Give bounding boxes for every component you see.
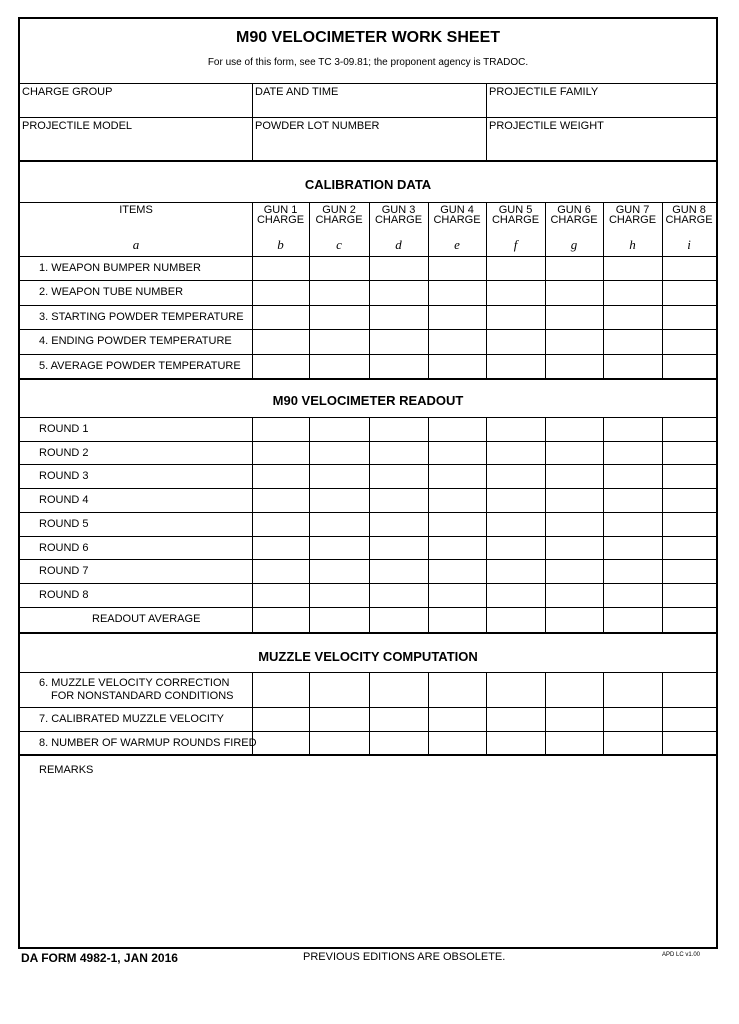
projectile-model-field[interactable] [22, 137, 250, 155]
calibration-row-gun-4-cell[interactable] [429, 282, 485, 302]
readout-average-label: READOUT AVERAGE [92, 613, 201, 625]
charge-group-field[interactable] [22, 99, 250, 117]
readout-row-gun-3-cell[interactable] [370, 538, 427, 558]
form-title: M90 VELOCIMETER WORK SHEET [235, 29, 501, 46]
readout-row-gun-1-cell[interactable] [253, 490, 308, 510]
calibration-row-gun-1-cell[interactable] [253, 258, 308, 278]
readout-row-label: ROUND 7 [39, 565, 89, 578]
calibration-row-gun-6-cell[interactable] [546, 331, 602, 351]
calibration-row-gun-2-cell[interactable] [310, 331, 368, 351]
calibration-data-title: CALIBRATION DATA [304, 177, 432, 192]
divider [20, 256, 716, 257]
readout-row-gun-5-cell[interactable] [487, 419, 544, 439]
calibration-row-gun-7-cell[interactable] [604, 331, 661, 351]
gun-4-header-line2: CHARGE [433, 214, 481, 226]
readout-row-gun-4-cell[interactable] [429, 561, 485, 581]
divider [20, 117, 716, 118]
row-8-gun-5-cell[interactable] [487, 733, 544, 752]
calibration-row-gun-5-cell[interactable] [487, 356, 544, 376]
readout-row-gun-7-cell[interactable] [604, 466, 661, 486]
gun-8-header-line2: CHARGE [665, 214, 713, 226]
readout-row-gun-2-cell[interactable] [310, 538, 368, 558]
calibration-row-gun-6-cell[interactable] [546, 356, 602, 376]
gun-3-header-line1: GUN 3 [381, 204, 416, 216]
row-7-gun-6-cell[interactable] [546, 709, 602, 729]
readout-row-gun-6-cell[interactable] [546, 490, 602, 510]
divider [252, 83, 253, 161]
gun-5-header-line2: CHARGE [491, 214, 540, 226]
calibration-row-label: 4. ENDING POWDER TEMPERATURE [39, 335, 232, 348]
gun-8-column-letter: i [687, 237, 691, 252]
calibration-row-gun-4-cell[interactable] [429, 331, 485, 351]
readout-average-gun-1-cell[interactable] [253, 609, 308, 629]
divider [20, 559, 716, 560]
calibration-row-label: 2. WEAPON TUBE NUMBER [39, 286, 184, 299]
readout-row-gun-5-cell[interactable] [487, 443, 544, 463]
version-label: APD LC v1.00 [662, 952, 701, 958]
gun-3-column-letter: d [395, 237, 402, 252]
row-7-gun-1-cell[interactable] [253, 709, 308, 729]
row-6-gun-6-cell[interactable] [546, 674, 602, 705]
readout-row-gun-8-cell[interactable] [663, 585, 715, 605]
gun-6-header-line1: GUN 6 [557, 204, 591, 216]
calibration-row-gun-7-cell[interactable] [604, 258, 661, 278]
readout-average-gun-2-cell[interactable] [310, 609, 368, 629]
readout-row-gun-7-cell[interactable] [604, 561, 661, 581]
projectile-family-label: PROJECTILE FAMILY [489, 86, 599, 98]
readout-row-gun-4-cell[interactable] [429, 466, 485, 486]
divider [20, 512, 716, 513]
readout-row-gun-3-cell[interactable] [370, 419, 427, 439]
row-6-gun-4-cell[interactable] [429, 674, 485, 705]
remarks-label: REMARKS [39, 764, 94, 776]
readout-row-gun-5-cell[interactable] [487, 490, 544, 510]
calibration-row-gun-6-cell[interactable] [546, 307, 602, 327]
readout-row-gun-2-cell[interactable] [310, 490, 368, 510]
powder-lot-label: POWDER LOT NUMBER [255, 120, 380, 132]
readout-row-label: ROUND 3 [39, 470, 89, 483]
readout-average-gun-5-cell[interactable] [487, 609, 544, 629]
gun-7-column-letter: h [629, 237, 636, 252]
row-8-gun-2-cell[interactable] [310, 733, 368, 752]
divider [20, 464, 716, 465]
items-letter: a [132, 237, 140, 252]
readout-row-gun-7-cell[interactable] [604, 538, 661, 558]
readout-row-gun-2-cell[interactable] [310, 514, 368, 534]
readout-row-gun-1-cell[interactable] [253, 538, 308, 558]
readout-row-gun-2-cell[interactable] [310, 466, 368, 486]
calibration-row-label: 1. WEAPON BUMPER NUMBER [39, 262, 201, 274]
calibration-row-gun-1-cell[interactable] [253, 307, 308, 327]
divider [20, 280, 716, 281]
calibration-row-gun-3-cell[interactable] [370, 258, 427, 278]
calibration-row-gun-2-cell[interactable] [310, 356, 368, 376]
divider [20, 607, 716, 608]
projectile-family-field[interactable] [489, 99, 713, 117]
readout-row-gun-7-cell[interactable] [604, 419, 661, 439]
readout-row-gun-5-cell[interactable] [487, 538, 544, 558]
readout-row-gun-6-cell[interactable] [546, 561, 602, 581]
projectile-weight-field[interactable] [489, 137, 713, 155]
row-7-gun-3-cell[interactable] [370, 709, 427, 729]
calibration-row-gun-3-cell[interactable] [370, 307, 427, 327]
row-7-gun-4-cell[interactable] [429, 709, 485, 729]
divider [20, 83, 716, 84]
readout-row-gun-1-cell[interactable] [253, 466, 308, 486]
readout-row-gun-6-cell[interactable] [546, 514, 602, 534]
readout-row-label: ROUND 2 [39, 446, 89, 459]
section-divider [20, 160, 716, 162]
row-6-label-line1: 6. MUZZLE VELOCITY CORRECTION [39, 677, 230, 689]
readout-average-gun-8-cell[interactable] [663, 609, 715, 629]
readout-row-gun-6-cell[interactable] [546, 419, 602, 439]
readout-row-gun-3-cell[interactable] [370, 561, 427, 581]
readout-row-label: ROUND 8 [39, 588, 89, 601]
divider [20, 202, 716, 203]
gun-7-header-line1: GUN 7 [615, 204, 650, 216]
readout-row-gun-1-cell[interactable] [253, 514, 308, 534]
calibration-row-gun-5-cell[interactable] [487, 258, 544, 278]
row-8-gun-1-cell[interactable] [253, 733, 308, 752]
readout-row-gun-1-cell[interactable] [253, 585, 308, 605]
readout-row-gun-3-cell[interactable] [370, 443, 427, 463]
row-8-gun-3-cell[interactable] [370, 733, 427, 752]
gun-8-header-line1: GUN 8 [672, 204, 706, 216]
row-6-label-line2: FOR NONSTANDARD CONDITIONS [51, 690, 234, 702]
calibration-row-gun-1-cell[interactable] [253, 282, 308, 302]
divider [20, 583, 716, 584]
gun-1-header-line2: CHARGE [256, 214, 305, 226]
calibration-row-gun-5-cell[interactable] [487, 331, 544, 351]
powder-lot-field[interactable] [255, 137, 483, 155]
readout-row-gun-5-cell[interactable] [487, 466, 544, 486]
divider [20, 536, 716, 537]
readout-row-gun-4-cell[interactable] [429, 538, 485, 558]
divider [20, 329, 716, 330]
row-6-gun-2-cell[interactable] [310, 674, 368, 705]
calibration-row-gun-5-cell[interactable] [487, 307, 544, 327]
gun-4-column-letter: e [454, 237, 460, 252]
calibration-row-gun-4-cell[interactable] [429, 258, 485, 278]
row-6-gun-8-cell[interactable] [663, 674, 715, 705]
row-7-gun-5-cell[interactable] [487, 709, 544, 729]
divider [20, 305, 716, 306]
readout-row-gun-2-cell[interactable] [310, 561, 368, 581]
readout-average-gun-3-cell[interactable] [370, 609, 427, 629]
divider [20, 707, 716, 708]
readout-row-gun-6-cell[interactable] [546, 585, 602, 605]
readout-row-gun-7-cell[interactable] [604, 443, 661, 463]
gun-6-column-letter: g [570, 237, 578, 252]
calibration-row-gun-5-cell[interactable] [487, 282, 544, 302]
calibration-row-gun-2-cell[interactable] [310, 258, 368, 278]
readout-row-gun-6-cell[interactable] [546, 538, 602, 558]
remarks-field[interactable] [22, 767, 716, 949]
readout-row-gun-3-cell[interactable] [370, 466, 427, 486]
row-8-gun-4-cell[interactable] [429, 733, 485, 752]
readout-row-gun-5-cell[interactable] [487, 585, 544, 605]
readout-row-gun-1-cell[interactable] [253, 443, 308, 463]
readout-row-gun-8-cell[interactable] [663, 419, 715, 439]
calibration-row-gun-4-cell[interactable] [429, 356, 485, 376]
readout-row-label: ROUND 1 [39, 423, 89, 435]
divider [486, 83, 487, 161]
form-number: DA FORM 4982-1, JAN 2016 [21, 951, 178, 965]
gun-1-header-line1: GUN 1 [263, 204, 298, 216]
row-7-label: 7. CALIBRATED MUZZLE VELOCITY [39, 713, 225, 725]
calibration-row-gun-3-cell[interactable] [370, 282, 427, 302]
divider [20, 672, 716, 673]
calibration-row-gun-7-cell[interactable] [604, 282, 661, 302]
divider [20, 754, 716, 756]
gun-1-column-letter: b [277, 237, 284, 252]
divider [20, 488, 716, 489]
obsolete-notice: PREVIOUS EDITIONS ARE OBSOLETE. [303, 951, 506, 963]
readout-row-gun-6-cell[interactable] [546, 443, 602, 463]
calibration-row-gun-7-cell[interactable] [604, 356, 661, 376]
row-6-gun-5-cell[interactable] [487, 674, 544, 705]
readout-row-gun-8-cell[interactable] [663, 538, 715, 558]
gun-6-header-line2: CHARGE [550, 214, 598, 226]
gun-4-header-line1: GUN 4 [440, 204, 474, 216]
row-7-gun-2-cell[interactable] [310, 709, 368, 729]
projectile-weight-label: PROJECTILE WEIGHT [489, 120, 604, 132]
calibration-row-gun-8-cell[interactable] [663, 282, 715, 302]
readout-average-gun-6-cell[interactable] [546, 609, 602, 629]
row-8-label: 8. NUMBER OF WARMUP ROUNDS FIRED [39, 737, 257, 749]
gun-3-header-line2: CHARGE [374, 214, 423, 226]
readout-row-gun-2-cell[interactable] [310, 585, 368, 605]
worksheet-form [18, 17, 718, 949]
muzzle-velocity-title: MUZZLE VELOCITY COMPUTATION [258, 649, 478, 664]
gun-7-header-line2: CHARGE [608, 214, 657, 226]
readout-row-gun-4-cell[interactable] [429, 419, 485, 439]
readout-row-gun-4-cell[interactable] [429, 443, 485, 463]
readout-row-gun-7-cell[interactable] [604, 585, 661, 605]
divider [20, 417, 716, 418]
calibration-row-gun-8-cell[interactable] [663, 331, 715, 351]
calibration-row-gun-7-cell[interactable] [604, 307, 661, 327]
readout-row-gun-5-cell[interactable] [487, 514, 544, 534]
readout-row-label: ROUND 4 [39, 494, 89, 507]
readout-row-gun-8-cell[interactable] [663, 514, 715, 534]
calibration-row-gun-3-cell[interactable] [370, 356, 427, 376]
divider [20, 632, 716, 634]
calibration-row-gun-1-cell[interactable] [253, 356, 308, 376]
row-6-gun-3-cell[interactable] [370, 674, 427, 705]
readout-row-gun-3-cell[interactable] [370, 490, 427, 510]
readout-row-gun-3-cell[interactable] [370, 514, 427, 534]
calibration-row-gun-4-cell[interactable] [429, 307, 485, 327]
readout-row-gun-5-cell[interactable] [487, 561, 544, 581]
readout-row-gun-8-cell[interactable] [663, 443, 715, 463]
readout-average-gun-7-cell[interactable] [604, 609, 661, 629]
gun-2-column-letter: c [336, 237, 342, 252]
readout-row-gun-1-cell[interactable] [253, 561, 308, 581]
readout-row-gun-8-cell[interactable] [663, 490, 715, 510]
gun-5-header-line1: GUN 5 [498, 204, 533, 216]
calibration-row-gun-2-cell[interactable] [310, 282, 368, 302]
row-8-gun-6-cell[interactable] [546, 733, 602, 752]
divider [20, 354, 716, 355]
readout-row-gun-8-cell[interactable] [663, 561, 715, 581]
readout-row-label: ROUND 5 [39, 517, 89, 530]
readout-row-gun-2-cell[interactable] [310, 419, 368, 439]
calibration-row-gun-6-cell[interactable] [546, 282, 602, 302]
projectile-model-label: PROJECTILE MODEL [22, 120, 133, 132]
divider [20, 441, 716, 442]
readout-row-gun-4-cell[interactable] [429, 585, 485, 605]
calibration-row-gun-8-cell[interactable] [663, 258, 715, 278]
readout-row-gun-7-cell[interactable] [604, 490, 661, 510]
readout-title: M90 VELOCIMETER READOUT [272, 393, 464, 408]
row-8-gun-7-cell[interactable] [604, 733, 661, 752]
readout-row-gun-6-cell[interactable] [546, 466, 602, 486]
readout-row-gun-1-cell[interactable] [253, 419, 308, 439]
calibration-row-gun-6-cell[interactable] [546, 258, 602, 278]
gun-2-header-line2: CHARGE [315, 214, 363, 226]
calibration-row-gun-2-cell[interactable] [310, 307, 368, 327]
form-subtitle: For use of this form, see TC 3-09.81; the proponent agency is TRADOC. [207, 57, 529, 68]
readout-row-gun-4-cell[interactable] [429, 514, 485, 534]
row-7-gun-8-cell[interactable] [663, 709, 715, 729]
row-8-gun-8-cell[interactable] [663, 733, 715, 752]
divider [20, 731, 716, 732]
gun-2-header-line1: GUN 2 [322, 204, 356, 216]
charge-group-label: CHARGE GROUP [22, 86, 113, 98]
readout-row-gun-8-cell[interactable] [663, 466, 715, 486]
row-6-gun-7-cell[interactable] [604, 674, 661, 705]
readout-average-gun-4-cell[interactable] [429, 609, 485, 629]
calibration-row-label: 5. AVERAGE POWDER TEMPERATURE [39, 359, 241, 372]
calibration-row-gun-1-cell[interactable] [253, 331, 308, 351]
readout-row-gun-7-cell[interactable] [604, 514, 661, 534]
row-7-gun-7-cell[interactable] [604, 709, 661, 729]
calibration-row-gun-8-cell[interactable] [663, 307, 715, 327]
calibration-row-label: 3. STARTING POWDER TEMPERATURE [39, 310, 244, 323]
calibration-row-gun-8-cell[interactable] [663, 356, 715, 376]
date-time-field[interactable] [255, 99, 483, 117]
readout-row-gun-2-cell[interactable] [310, 443, 368, 463]
readout-row-gun-4-cell[interactable] [429, 490, 485, 510]
date-time-label: DATE AND TIME [255, 86, 339, 98]
readout-row-gun-3-cell[interactable] [370, 585, 427, 605]
divider [20, 378, 716, 380]
items-header: ITEMS [119, 204, 153, 216]
calibration-row-gun-3-cell[interactable] [370, 331, 427, 351]
row-6-gun-1-cell[interactable] [253, 674, 308, 705]
gun-5-column-letter: f [513, 237, 518, 252]
readout-row-label: ROUND 6 [39, 541, 89, 554]
